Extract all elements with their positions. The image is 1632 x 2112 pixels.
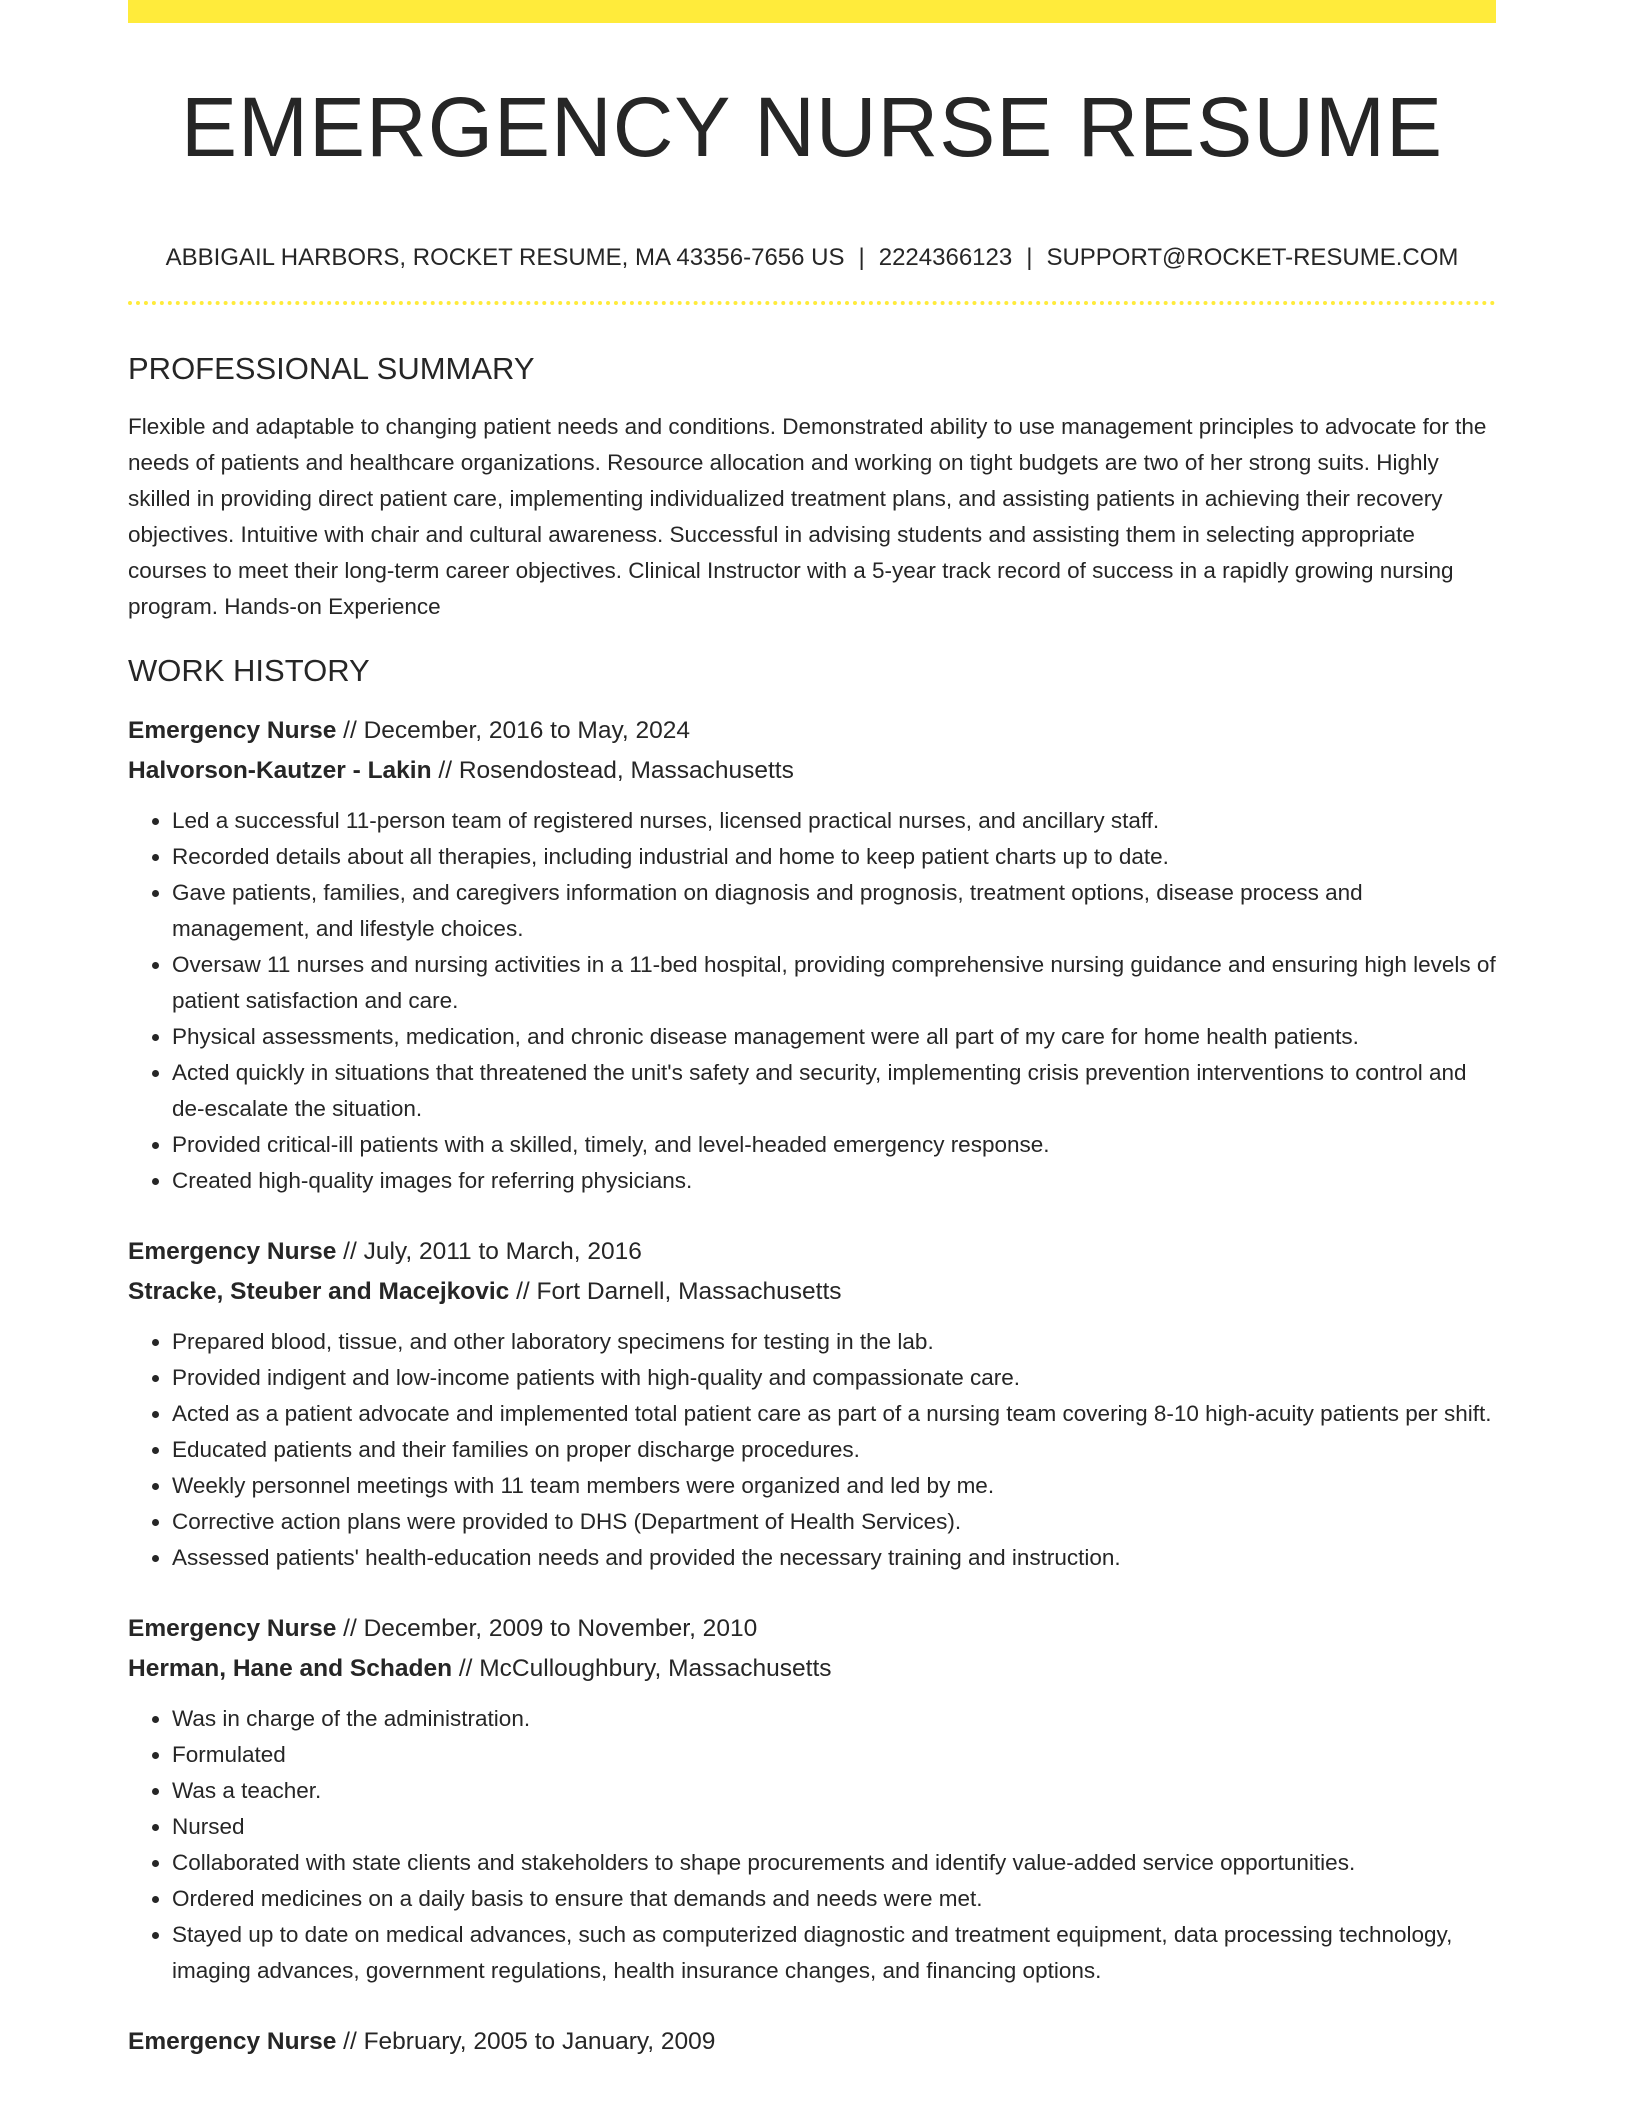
job-role-line xyxy=(128,711,1496,751)
job-entry xyxy=(128,2022,1496,2062)
job-bullet-item: • Prepared blood, tissue, and other laboratory specimens for testing in the lab. xyxy=(172,1324,1496,1360)
job-dates: // December, 2009 to November, 2010 xyxy=(336,1615,758,1642)
resume-column xyxy=(128,0,1496,2062)
job-location: // Rosendostead, Massachusetts xyxy=(431,757,794,784)
job-bullet-item: • Formulated xyxy=(172,1737,1496,1773)
contact-line xyxy=(128,243,1496,273)
contact-phone: 2224366123 xyxy=(878,244,1013,271)
job-employer-line xyxy=(128,1272,1496,1312)
job-dates: // July, 2011 to March, 2016 xyxy=(336,1238,642,1265)
job-bullet-item: • Acted quickly in situations that threatened the unit's safety and security, implementing crisis prevention interventions to control and de-escalate the situation. xyxy=(172,1055,1496,1127)
job-bullet-item: • Created high-quality images for referring physicians. xyxy=(172,1163,1496,1199)
job-role: Emergency Nurse xyxy=(128,2028,337,2055)
job-bullet-item: • Collaborated with state clients and stakeholders to shape procurements and identify value-added service opportunities. xyxy=(172,1845,1496,1881)
job-bullet-item: • Was in charge of the administration. xyxy=(172,1701,1496,1737)
job-role: Emergency Nurse xyxy=(128,717,337,744)
job-bullet-item: • Assessed patients' health-education needs and provided the necessary training and instruction. xyxy=(172,1540,1496,1576)
job-bullet-item: • Recorded details about all therapies, including industrial and home to keep patient charts up to date. xyxy=(172,839,1496,875)
job-bullet-item: • Ordered medicines on a daily basis to ensure that demands and needs were met. xyxy=(172,1881,1496,1917)
summary-heading: PROFESSIONAL SUMMARY xyxy=(128,351,535,386)
job-bullet-list xyxy=(128,1324,1496,1576)
job-entry xyxy=(128,711,1496,1199)
contact-separator: | xyxy=(858,244,865,271)
job-bullet-item: • Gave patients, families, and caregivers information on diagnosis and prognosis, treatment options, disease process and management, and lifestyle choices. xyxy=(172,875,1496,947)
job-bullet-item: • Nursed xyxy=(172,1809,1496,1845)
top-accent-bar xyxy=(128,0,1496,23)
job-role-line xyxy=(128,1609,1496,1649)
job-role-line xyxy=(128,2022,1496,2062)
job-bullet-item: • Stayed up to date on medical advances, such as computerized diagnostic and treatment equipment, data processing technology, imaging advances, government regulations, health insurance changes, and financing options. xyxy=(172,1917,1496,1989)
job-role-line xyxy=(128,1232,1496,1272)
job-dates: // December, 2016 to May, 2024 xyxy=(336,717,690,744)
job-employer: Halvorson-Kautzer - Lakin xyxy=(128,757,432,784)
job-bullet-item: • Was a teacher. xyxy=(172,1773,1496,1809)
contact-email: SUPPORT@ROCKET-RESUME.COM xyxy=(1046,244,1459,271)
job-bullet-item: • Weekly personnel meetings with 11 team members were organized and led by me. xyxy=(172,1468,1496,1504)
job-employer: Herman, Hane and Schaden xyxy=(128,1655,453,1682)
resume-title: EMERGENCY NURSE RESUME xyxy=(181,80,1443,174)
contact-separator: | xyxy=(1026,244,1033,271)
job-location: // Fort Darnell, Massachusetts xyxy=(509,1278,842,1305)
job-bullet-item: • Physical assessments, medication, and chronic disease management were all part of my care for home health patients. xyxy=(172,1019,1496,1055)
job-location: // McCulloughbury, Massachusetts xyxy=(452,1655,832,1682)
job-bullet-item: • Provided critical-ill patients with a skilled, timely, and level-headed emergency response. xyxy=(172,1127,1496,1163)
contact-address: ABBIGAIL HARBORS, ROCKET RESUME, MA 43356-7656 US xyxy=(165,244,845,271)
job-bullet-item: • Acted as a patient advocate and implemented total patient care as part of a nursing team covering 8-10 high-acuity patients per shift. xyxy=(172,1396,1496,1432)
job-entry xyxy=(128,1609,1496,1989)
work-history-list xyxy=(128,711,1496,2062)
job-entry xyxy=(128,1232,1496,1576)
job-bullet-list xyxy=(128,1701,1496,1989)
dotted-divider xyxy=(128,301,1496,305)
summary-text: Flexible and adaptable to changing patient needs and conditions. Demonstrated ability to use management principles to advocate for the needs of patients and healthcare organizations. Resource allocation and working on tight budgets are two of her strong suits. Highly skilled in providing direct patient care, implementing individualized treatment plans, and assisting patients in achieving their recovery objectives. Intuitive with chair and cultural awareness. Successful in advising students and assisting them in selecting appropriate courses to meet their long-term career objectives. Clinical Instructor with a 5-year track record of success in a rapidly growing nursing program. Hands-on Experience xyxy=(128,414,1487,619)
job-bullet-item: • Led a successful 11-person team of registered nurses, licensed practical nurses, and ancillary staff. xyxy=(172,803,1496,839)
job-bullet-item: • Corrective action plans were provided to DHS (Department of Health Services). xyxy=(172,1504,1496,1540)
job-dates: // February, 2005 to January, 2009 xyxy=(336,2028,716,2055)
job-bullet-item: • Provided indigent and low-income patients with high-quality and compassionate care. xyxy=(172,1360,1496,1396)
work-history-heading: WORK HISTORY xyxy=(128,653,370,688)
job-bullet-list xyxy=(128,803,1496,1199)
job-employer-line xyxy=(128,751,1496,791)
job-bullet-item: • Educated patients and their families on proper discharge procedures. xyxy=(172,1432,1496,1468)
job-role: Emergency Nurse xyxy=(128,1238,337,1265)
job-employer: Stracke, Steuber and Macejkovic xyxy=(128,1278,510,1305)
job-role: Emergency Nurse xyxy=(128,1615,337,1642)
job-employer-line xyxy=(128,1649,1496,1689)
job-bullet-item: • Oversaw 11 nurses and nursing activities in a 11-bed hospital, providing comprehensive nursing guidance and ensuring high levels of patient satisfaction and care. xyxy=(172,947,1496,1019)
